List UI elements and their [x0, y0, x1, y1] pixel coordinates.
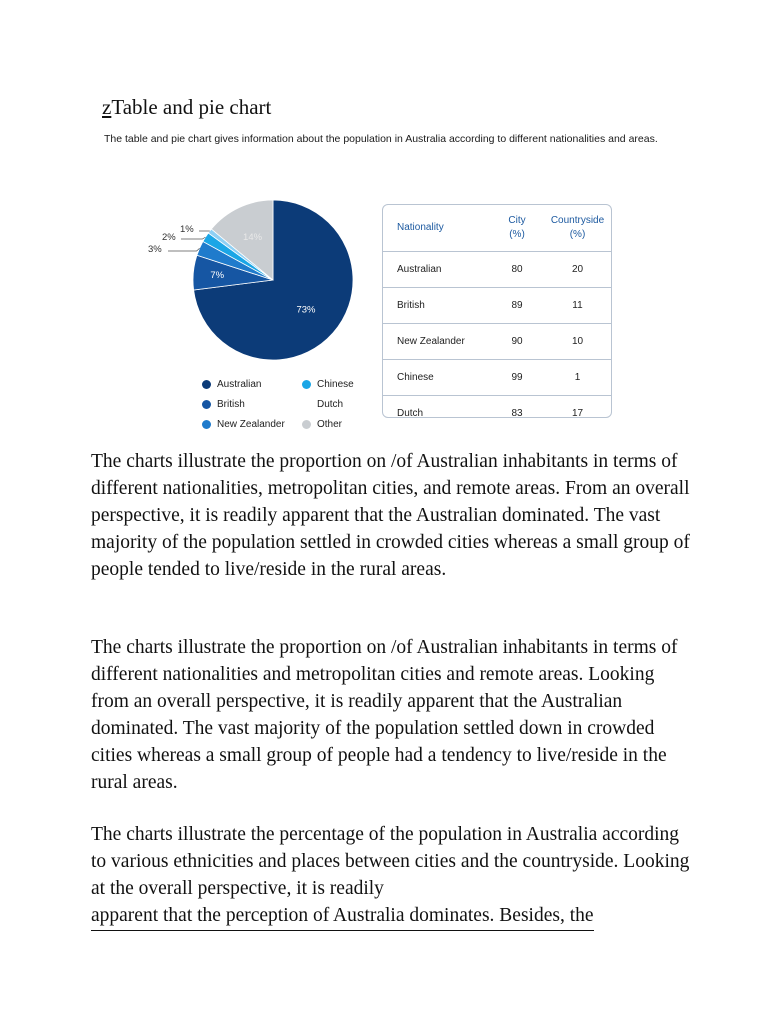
- legend-swatch: [202, 420, 211, 429]
- table-cell: 11: [544, 288, 611, 324]
- column-header-label: Countryside: [550, 215, 605, 226]
- legend-item: [202, 399, 302, 410]
- legend-label: New Zealander: [217, 418, 285, 430]
- column-header-label: City: [508, 215, 526, 226]
- table-cell: 99: [490, 360, 544, 396]
- chart-description: The table and pie chart gives information about the population in Australia according to different nationalities and areas.: [104, 133, 658, 145]
- table-cell: Dutch: [397, 408, 424, 418]
- paragraph: The charts illustrate the proportion on /of Australian inhabitants in terms of different nationalities and metropolitan cities and remote areas. Looking from an overall perspective, it is readily apparent that the Australian dominated. The vast majority of the population settled down in crowded cities whereas a small group of people had a tendency to live/reside in the rural areas.: [91, 637, 678, 793]
- slice-value-label: 3%: [148, 244, 162, 255]
- legend-swatch: [302, 400, 311, 409]
- legend-item: [202, 419, 302, 430]
- legend-swatch: [302, 380, 311, 389]
- legend-label: Dutch: [317, 398, 344, 410]
- table-row: [383, 288, 611, 324]
- slice-value-label: 73%: [296, 304, 316, 316]
- table-cell: 89: [490, 288, 544, 324]
- table-cell: Australian: [383, 252, 490, 288]
- column-header-unit: (%): [569, 229, 586, 240]
- pie-legend: [202, 374, 382, 434]
- column-header-nationality: Nationality: [383, 205, 490, 252]
- heading-text: Table and pie chart: [111, 95, 272, 119]
- slice-value-label: 7%: [210, 270, 225, 282]
- table-cell: 1: [544, 360, 611, 396]
- paragraph: [91, 821, 691, 931]
- table-cell: 83: [511, 408, 523, 418]
- table-row: [383, 396, 611, 419]
- table-header-row: [383, 205, 611, 252]
- paragraph: The charts illustrate the proportion on /of Australian inhabitants in terms of different nationalities, metropolitan cities, and remote areas. From an overall perspective, it is readily apparent that the Australian dominated. The vast majority of the population settled in crowded cities whereas a small group of people tended to live/reside in the rural areas.: [91, 451, 690, 580]
- table-cell: New Zealander: [383, 324, 490, 360]
- table-cell: 90: [490, 324, 544, 360]
- population-table: [382, 204, 612, 418]
- legend-label: Australian: [217, 378, 262, 390]
- paragraph-underlined-line: apparent that the perception of Australia dominates. Besides, the: [91, 902, 594, 931]
- heading-prefix: z: [102, 95, 112, 119]
- table-cell: 10: [544, 324, 611, 360]
- legend-label: Other: [317, 418, 343, 430]
- legend-label: British: [217, 398, 245, 410]
- table-row: [383, 252, 611, 288]
- table-cell: 20: [544, 252, 611, 288]
- slice-value-label: 1%: [180, 224, 194, 235]
- column-header-countryside: [544, 205, 611, 252]
- legend-swatch: [302, 420, 311, 429]
- legend-label: Chinese: [317, 378, 354, 390]
- legend-item: [302, 379, 382, 390]
- table-cell: British: [383, 288, 490, 324]
- legend-item: [302, 419, 382, 430]
- table-row: [383, 324, 611, 360]
- leader-line: [168, 248, 200, 251]
- paragraph-text: The charts illustrate the percentage of the population in Australia according to various ethnicities and places between cities and the countryside. Looking at the overall perspective, it is readily: [91, 824, 690, 899]
- legend-swatch: [202, 400, 211, 409]
- legend-swatch: [202, 380, 211, 389]
- table: [383, 205, 611, 418]
- slice-value-label: 14%: [243, 232, 263, 244]
- table-row: [383, 360, 611, 396]
- column-header-city: [490, 205, 544, 252]
- legend-item: [202, 379, 302, 390]
- slice-value-label: 2%: [162, 232, 176, 243]
- legend-item: [302, 399, 382, 410]
- leader-line: [181, 237, 205, 239]
- column-header-unit: (%): [509, 229, 525, 240]
- table-cell: 17: [571, 408, 584, 418]
- table-cell: Chinese: [383, 360, 490, 396]
- table-cell: 80: [490, 252, 544, 288]
